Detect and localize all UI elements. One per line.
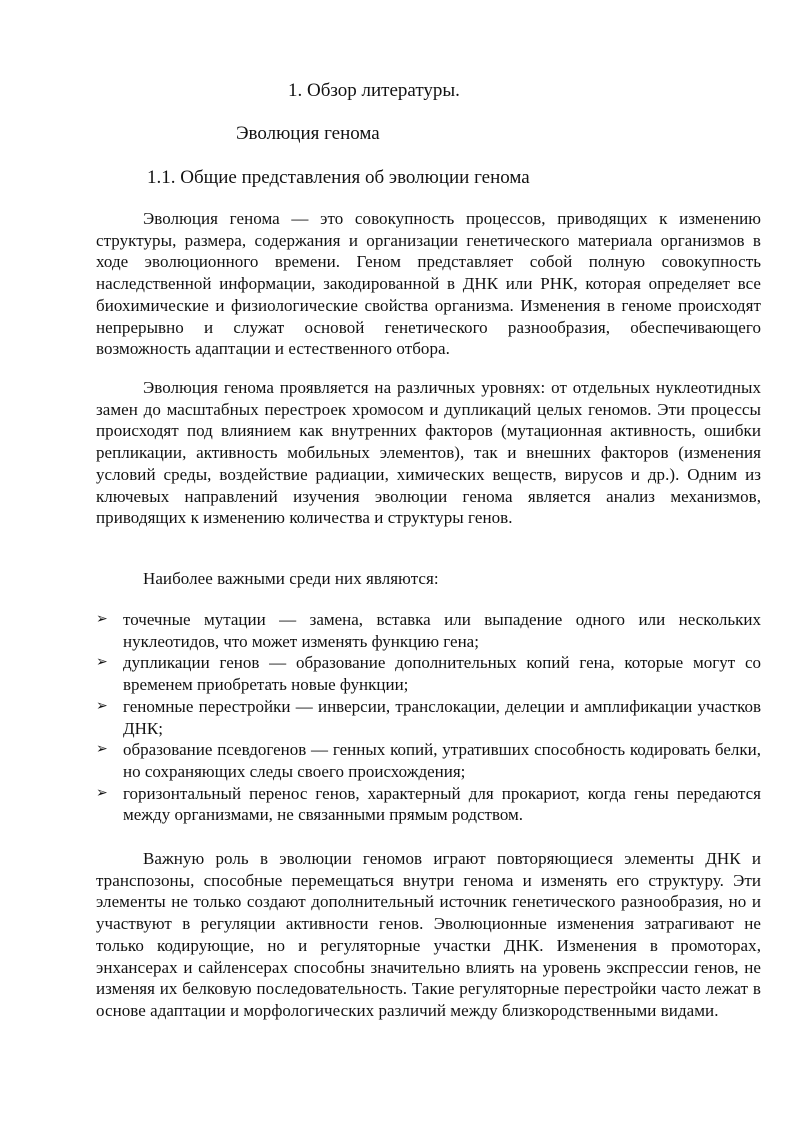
arrow-bullet-icon: ➢ — [96, 741, 108, 758]
subsection-title: Эволюция генома — [236, 123, 380, 144]
subsubsection-title: 1.1. Общие представления об эволюции генома — [147, 167, 530, 188]
paragraph-repetitive-elements: Важную роль в эволюции геномов играют повторяющиеся элементы ДНК и транспозоны, способные перемещаться внутри генома и изменять его структуру. Эти элементы не только создают дополнительный источник генетического разнообразия, но и участвуют в регуляции активности генов. Эволюционные изменения затрагивают не только кодирующие, но и регуляторные участки ДНК. Изменения в промоторах, энхансерах и сайленсерах способны значительно влиять на уровень экспрессии генов, не изменяя их белковую последовательность. Такие регуляторные перестройки часто лежат в основе адаптации и морфологических различий между близкородственными видами. — [96, 849, 761, 1020]
list-item-text: геномные перестройки — инверсии, транслокации, делеции и амплификации участков ДНК; — [123, 696, 761, 738]
list-item-text: дупликации генов — образование дополнительных копий гена, которые могут со временем приобретать новые функции; — [123, 653, 761, 695]
arrow-bullet-icon: ➢ — [96, 697, 108, 714]
mechanisms-list — [96, 609, 761, 826]
list-item-text: точечные мутации — замена, вставка или выпадение одного или нескольких нуклеотидов, что может изменять функцию гена; — [123, 610, 761, 651]
section-title: 1. Обзор литературы. — [288, 80, 460, 101]
list-item — [96, 739, 761, 782]
arrow-bullet-icon: ➢ — [96, 654, 108, 671]
arrow-bullet-icon: ➢ — [96, 611, 108, 627]
paragraph-genome-definition: Эволюция генома — это совокупность процессов, приводящих к изменению структуры, размера, содержания и организации генетического материала организмов в ходе эволюционного времени. Геном представляет собой полную совокупность наследственной информации, закодированной в ДНК или РНК, которая определяет все биохимические и физиологические свойства организма. Изменения в геноме происходят непрерывно и служат основой генетического разнообразия, обеспечивающего возможность адаптации и естественного отбора. — [96, 209, 761, 359]
list-item-text: образование псевдогенов — генных копий, утративших способность кодировать белки, но сохраняющих следы своего происхождения; — [123, 740, 761, 781]
list-item — [96, 696, 761, 739]
paragraph-evolution-levels: Эволюция генома проявляется на различных уровнях: от отдельных нуклеотидных замен до масштабных перестроек хромосом и дупликаций целых геномов. Эти процессы происходят под влиянием как внутренних факторов (мутационная активность, ошибки репликации, активность мобильных элементов), так и внешних факторов (изменения условий среды, воздействие радиации, химических веществ, вирусов и др.). Одним из ключевых направлений изучения эволюции генома является анализ механизмов, приводящих к изменению количества и структуры генов. — [96, 378, 761, 528]
arrow-bullet-icon: ➢ — [96, 784, 108, 801]
list-item — [96, 783, 761, 826]
list-item — [96, 609, 761, 652]
list-item — [96, 652, 761, 695]
paragraph-list-intro: Наиболее важными среди них являются: — [143, 569, 439, 588]
list-item-text: горизонтальный перенос генов, характерный для прокариот, когда гены передаются между организмами, не связанными прямым родством. — [123, 783, 761, 825]
